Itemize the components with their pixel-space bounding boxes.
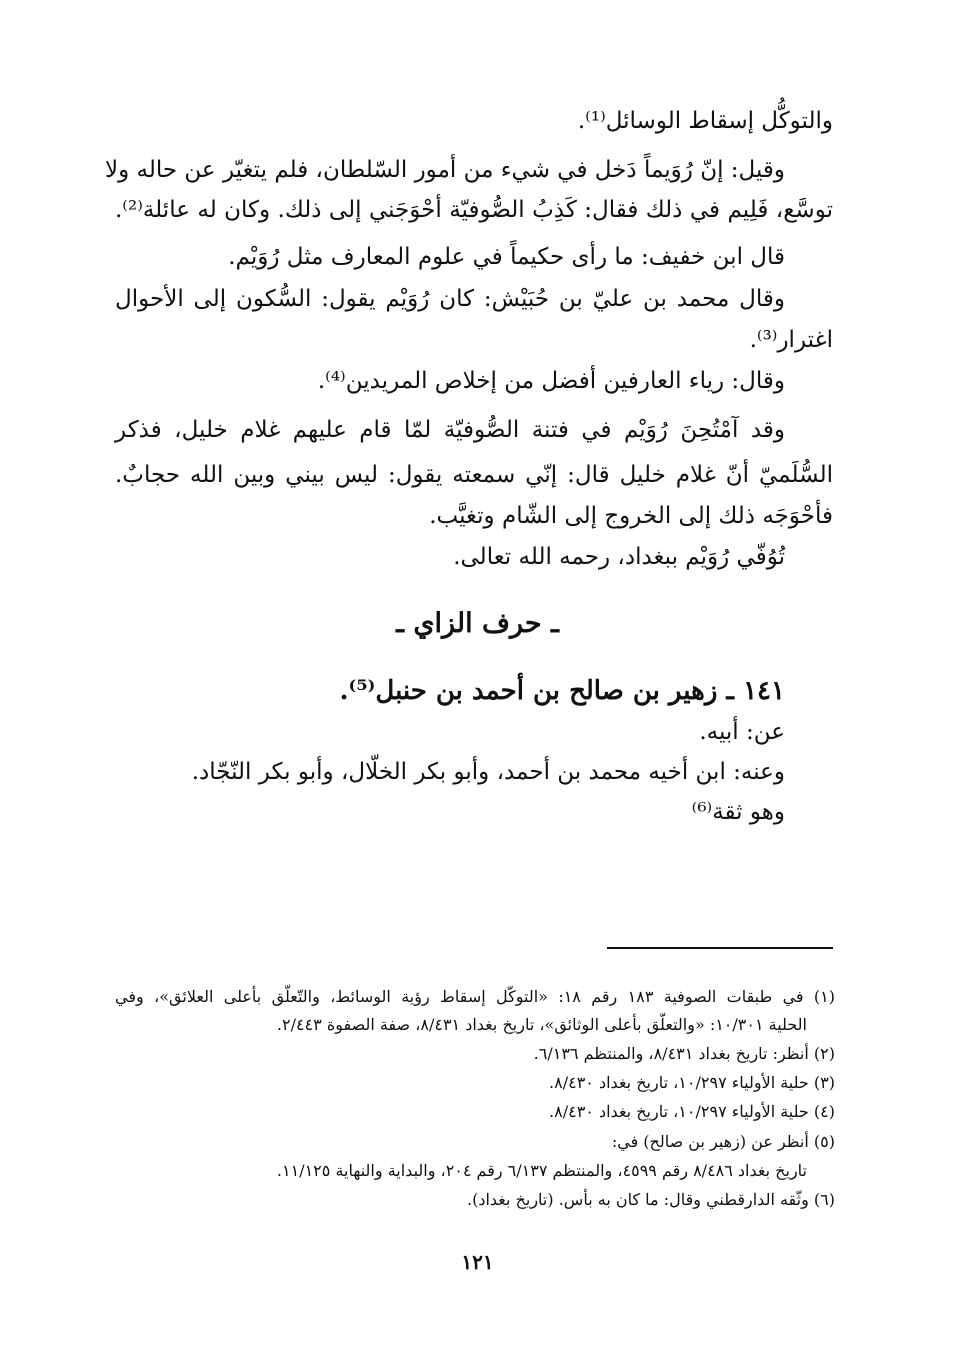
text-line-4: قال ابن خفيف: ما رأى حكيماً في علوم المعارف مثل رُوَيْم. (228, 244, 785, 270)
footnote-3: (٣) حلية الأولياء ١٠/٢٩٧، تاريخ بغداد ٨/٤٣٠. (549, 1073, 835, 1092)
text-line-3: توسَّع، فَلِيم في ذلك فقال: كَذِبُ الصُّوفيّة أحْوَجَني إلى ذلك. وكان له عائلة⁽²⁾. (115, 197, 833, 223)
text-line-6: اغترار⁽³⁾. (749, 327, 833, 353)
text-line-7: وقال: رياء العارفين أفضل من إخلاص المريدين⁽⁴⁾. (317, 368, 785, 394)
text-line-2: وقيل: إنّ رُوَيماً دَخل في شيء من أمور السّلطان، فلم يتغيّر عن حاله ولا (104, 157, 785, 183)
text-line-9: السُّلَميّ أنّ غلام خليل قال: إنّي سمعته يقول: ليس بيني وبين الله حجابٌ. (115, 462, 833, 488)
footnote-1-line-1: (١) في طبقات الصوفية ١٨٣ رقم ١٨: «التوكّل إسقاط رؤية الوسائط، والتّعلّق بأعلى العلائق»، وفي (115, 987, 835, 1006)
footnote-divider (607, 947, 833, 949)
text-line-5: وقال محمد بن عليّ بن حُبَيْش: كان رُوَيْم يقول: السُّكون إلى الأحوال (115, 286, 785, 312)
footnote-2: (٢) أنظر: تاريخ بغداد ٨/٤٣١، والمنتظم ٦/١٣٦. (533, 1044, 835, 1063)
page-number: ١٢١ (461, 1250, 494, 1274)
footnote-4: (٤) حلية الأولياء ١٠/٢٩٧، تاريخ بغداد ٨/٤٣٠. (549, 1102, 835, 1121)
footnote-1-line-2: الحلية ١٠/٣٠١: «والتعلّق بأعلى الوثائق»، تاريخ بغداد ٨/٤٣١، صفة الصفوة ٢/٤٤٣. (276, 1015, 807, 1034)
entry-line-3: وهو ثقة⁽⁶⁾ (691, 799, 785, 825)
text-line-10: فأحْوَجَه ذلك إلى الخروج إلى الشّام وتغيَّب. (429, 503, 833, 529)
text-line-1: والتوكُّل إسقاط الوسائل⁽¹⁾. (577, 108, 833, 134)
entry-line-2: وعنه: ابن أخيه محمد بن أحمد، وأبو بكر الخلّال، وأبو بكر النّجّاد. (191, 759, 785, 785)
footnote-5-continuation: تاريخ بغداد ٨/٤٨٦ رقم ٤٥٩٩، والمنتظم ٦/١٣٧ رقم ٢٠٤، والبداية والنهاية ١١/١٢٥. (276, 1161, 807, 1180)
text-line-11: تُوُفّي رُوَيْم ببغداد، رحمه الله تعالى. (453, 544, 785, 570)
section-heading: ـ حرف الزاي ـ (396, 608, 559, 639)
footnote-6: (٦) وثّقه الدارقطني وقال: ما كان به بأس. (تاريخ بغداد). (466, 1190, 835, 1209)
footnote-5: (٥) أنظر عن (زهير بن صالح) في: (611, 1132, 835, 1151)
text-line-8: وقد آمْتُحِنَ رُوَيْم في فتنة الصُّوفيّة لمّا قام عليهم غلام خليل، فذكر (115, 417, 785, 443)
entry-title: ١٤١ ـ زهير بن صالح بن أحمد بن حنبل⁽⁵⁾. (339, 676, 785, 706)
entry-line-1: عن: أبيه. (699, 719, 785, 745)
